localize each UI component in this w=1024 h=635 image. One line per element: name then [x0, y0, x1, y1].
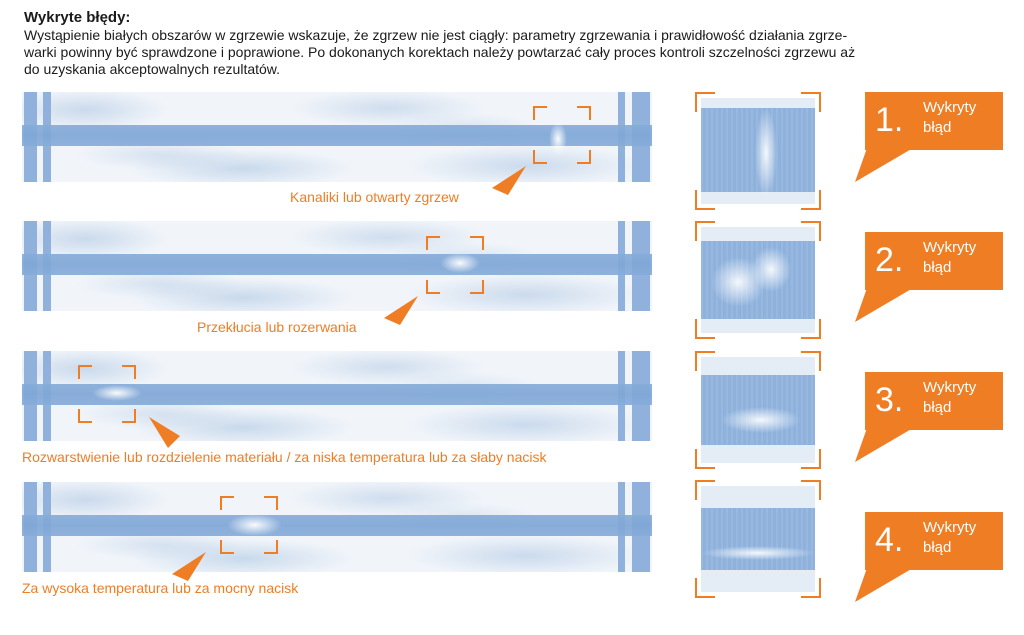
- caption-4: Za wysoka temperatura lub za mocny nacisk: [22, 580, 299, 596]
- description-line-1: Wystąpienie białych obszarów w zgrzewie wskazuje, że zgrzew nie jest ciągły: parametry zgrzewania i prawidłowość działania zgrze-: [24, 27, 848, 43]
- callout-number-4: 4.: [875, 521, 904, 559]
- caption-2: Przekłucia lub rozerwania: [197, 319, 357, 335]
- zoom-image-2: [695, 221, 821, 339]
- description: [24, 27, 1004, 78]
- pointer-arrow-4: [170, 548, 210, 582]
- pointer-arrow-3: [146, 414, 182, 450]
- callout-3: [853, 372, 1003, 467]
- zoom-image-1: [695, 92, 821, 210]
- pointer-arrow-2: [382, 292, 422, 326]
- callout-number-3: 3.: [875, 381, 904, 419]
- callout-number-1: 1.: [875, 101, 904, 139]
- zoom-image-4: [695, 480, 821, 598]
- callout-2: [853, 232, 1003, 327]
- callout-label-1: Wykryty błąd: [923, 99, 977, 136]
- page-title: Wykryte błędy:: [24, 9, 131, 26]
- zoom-image-3: [695, 351, 821, 469]
- defect-marker-2: [426, 236, 484, 294]
- description-line-2: warki powinny być sprawdzone i poprawione. Po dokonanych korektach należy powtarzać cały proces kontroli szczelności zgrzewu aż: [24, 44, 856, 60]
- callout-label-2: Wykryty błąd: [923, 239, 977, 276]
- defect-marker-4: [220, 496, 278, 554]
- callout-1: [853, 92, 1003, 187]
- callout-label-4: Wykryty błąd: [923, 519, 977, 556]
- header: [24, 8, 1004, 78]
- callout-number-2: 2.: [875, 241, 904, 279]
- seal-strip-2: [22, 221, 652, 311]
- seal-strip-4: [22, 482, 652, 572]
- defect-marker-3: [78, 365, 136, 423]
- description-line-3: do uzyskania akceptowalnych rezultatów.: [24, 61, 281, 77]
- caption-1: Kanaliki lub otwarty zgrzew: [290, 189, 459, 205]
- callout-4: [853, 512, 1003, 607]
- caption-3: Rozwarstwienie lub rozdzielenie materiału / za niska temperatura lub za słaby nacisk: [22, 449, 547, 465]
- defect-marker-1: [533, 106, 591, 164]
- callout-label-3: Wykryty błąd: [923, 379, 977, 416]
- pointer-arrow-1: [490, 162, 530, 196]
